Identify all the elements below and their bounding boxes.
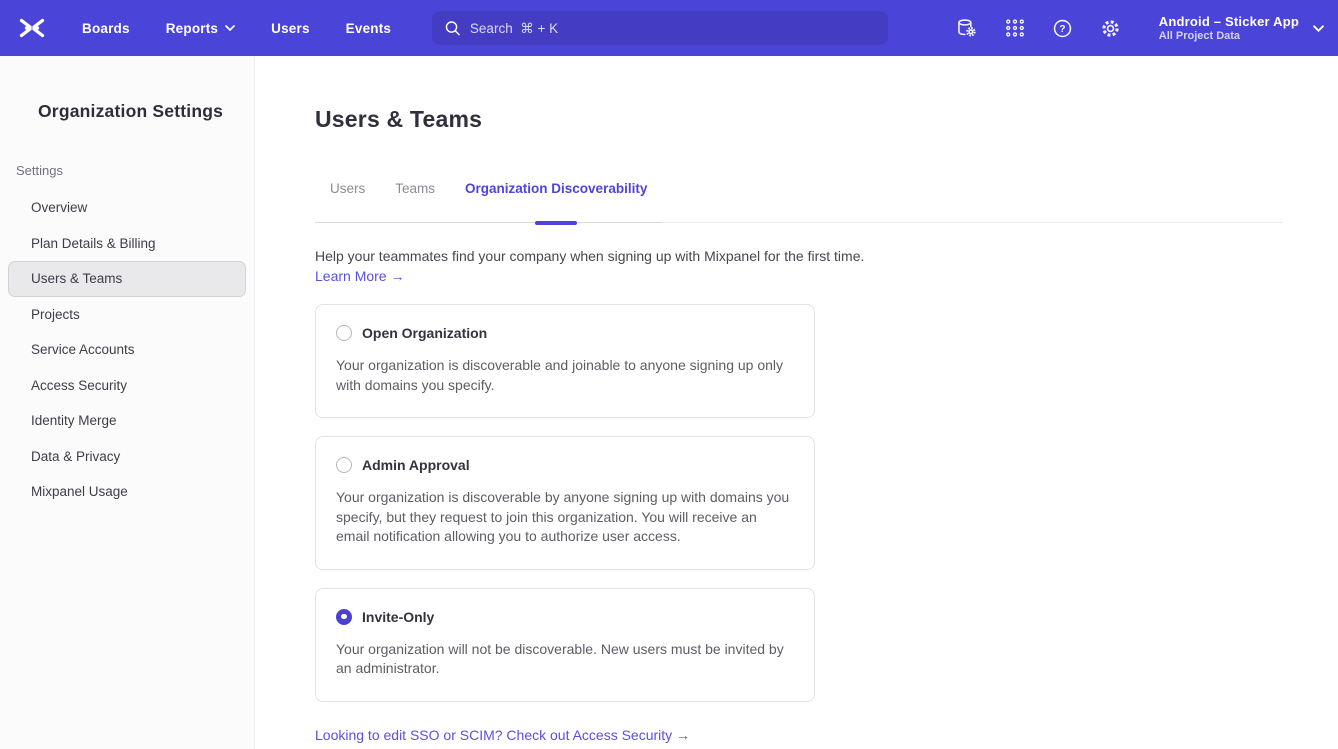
search-icon	[444, 19, 461, 37]
nav-item-reports[interactable]	[166, 21, 235, 36]
option-description: Your organization will not be discoverable. New users must be invited by an administrator.	[336, 640, 784, 676]
option-description: Your organization is discoverable by anyone signing up with domains you specify, but they request to join this organization. You will receive an email notification allowing you to authorize user access.	[336, 489, 790, 544]
settings-sidebar	[0, 56, 255, 749]
search-input[interactable]	[470, 21, 876, 36]
mixpanel-logo[interactable]	[17, 16, 47, 40]
tab-bar	[315, 181, 662, 223]
option-admin-approval[interactable]	[336, 457, 794, 473]
chevron-down-icon	[1313, 25, 1324, 32]
option-label: Admin Approval	[362, 457, 470, 473]
sidebar-item-plan-details-billing[interactable]: Plan Details & Billing	[31, 235, 156, 251]
sidebar-item-access-security[interactable]: Access Security	[31, 377, 128, 393]
tab-teams[interactable]	[380, 181, 450, 222]
sidebar-item-service-accounts[interactable]: Service Accounts	[31, 342, 135, 358]
radio-open-organization[interactable]	[336, 325, 352, 341]
project-scope: All Project Data	[1158, 30, 1241, 42]
option-card-invite-only	[315, 588, 815, 702]
option-label: Invite-Only	[362, 608, 435, 625]
access-security-link[interactable]: Looking to edit SSO or SCIM? Check out Access Security →	[315, 726, 691, 743]
option-description: Your organization is discoverable and joinable to anyone signing up only with domains you specify.	[336, 357, 784, 393]
nav-item-label: Events	[345, 20, 392, 36]
option-label: Open Organization	[362, 325, 488, 341]
tab-users[interactable]	[315, 181, 380, 222]
apps-grid-icon[interactable]	[1003, 16, 1027, 40]
sidebar-item-projects[interactable]: Projects	[31, 306, 80, 322]
nav-item-label: Boards	[82, 20, 130, 36]
option-card-admin-approval	[315, 436, 815, 570]
project-name: Android – Sticker App	[1158, 14, 1299, 29]
sidebar-item-users-teams[interactable]: Users & Teams	[8, 261, 246, 297]
settings-gear-icon[interactable]	[1099, 16, 1123, 40]
nav-item-events[interactable]	[346, 21, 391, 36]
project-selector[interactable]	[1159, 13, 1324, 43]
learn-more-link[interactable]: Learn More →	[315, 268, 405, 284]
footer-link-row	[315, 725, 1283, 745]
nav-item-boards[interactable]	[82, 21, 130, 36]
radio-admin-approval[interactable]	[336, 457, 352, 473]
global-search[interactable]	[432, 11, 888, 45]
tabs-divider-row	[315, 181, 1283, 223]
svg-text:?: ?	[1059, 23, 1066, 35]
page-title: Users & Teams	[315, 106, 483, 132]
active-tab-indicator	[535, 221, 577, 225]
tab-label: Teams	[395, 181, 436, 196]
option-open-organization[interactable]	[336, 325, 794, 341]
sidebar-item-identity-merge[interactable]: Identity Merge	[31, 413, 117, 429]
tab-label: Users	[330, 181, 366, 196]
nav-right-cluster	[955, 0, 1324, 56]
sidebar-item-overview[interactable]: Overview	[31, 200, 88, 216]
sidebar-title: Organization Settings	[38, 101, 224, 121]
chevron-down-icon	[225, 25, 235, 31]
sidebar-item-mixpanel-usage[interactable]: Mixpanel Usage	[31, 484, 128, 500]
help-icon[interactable]	[1051, 16, 1075, 40]
option-card-open-organization	[315, 304, 815, 418]
data-management-icon[interactable]	[955, 16, 979, 40]
nav-item-users[interactable]	[271, 21, 310, 36]
nav-item-label: Reports	[165, 20, 219, 36]
radio-invite-only[interactable]	[336, 609, 352, 625]
sidebar-item-data-privacy[interactable]: Data & Privacy	[31, 448, 121, 464]
nav-item-label: Users	[271, 20, 310, 36]
top-navigation	[0, 0, 1338, 56]
primary-nav	[82, 21, 391, 36]
tab-organization-discoverability[interactable]	[450, 181, 662, 222]
discoverability-intro-text: Help your teammates find your company when signing up with Mixpanel for the first time.	[315, 248, 865, 264]
project-selector-labels	[1159, 13, 1299, 43]
option-invite-only[interactable]	[336, 609, 794, 625]
sidebar-section-label: Settings	[16, 163, 63, 178]
tab-label: Organization Discoverability	[465, 181, 648, 196]
main-content	[255, 56, 1338, 745]
